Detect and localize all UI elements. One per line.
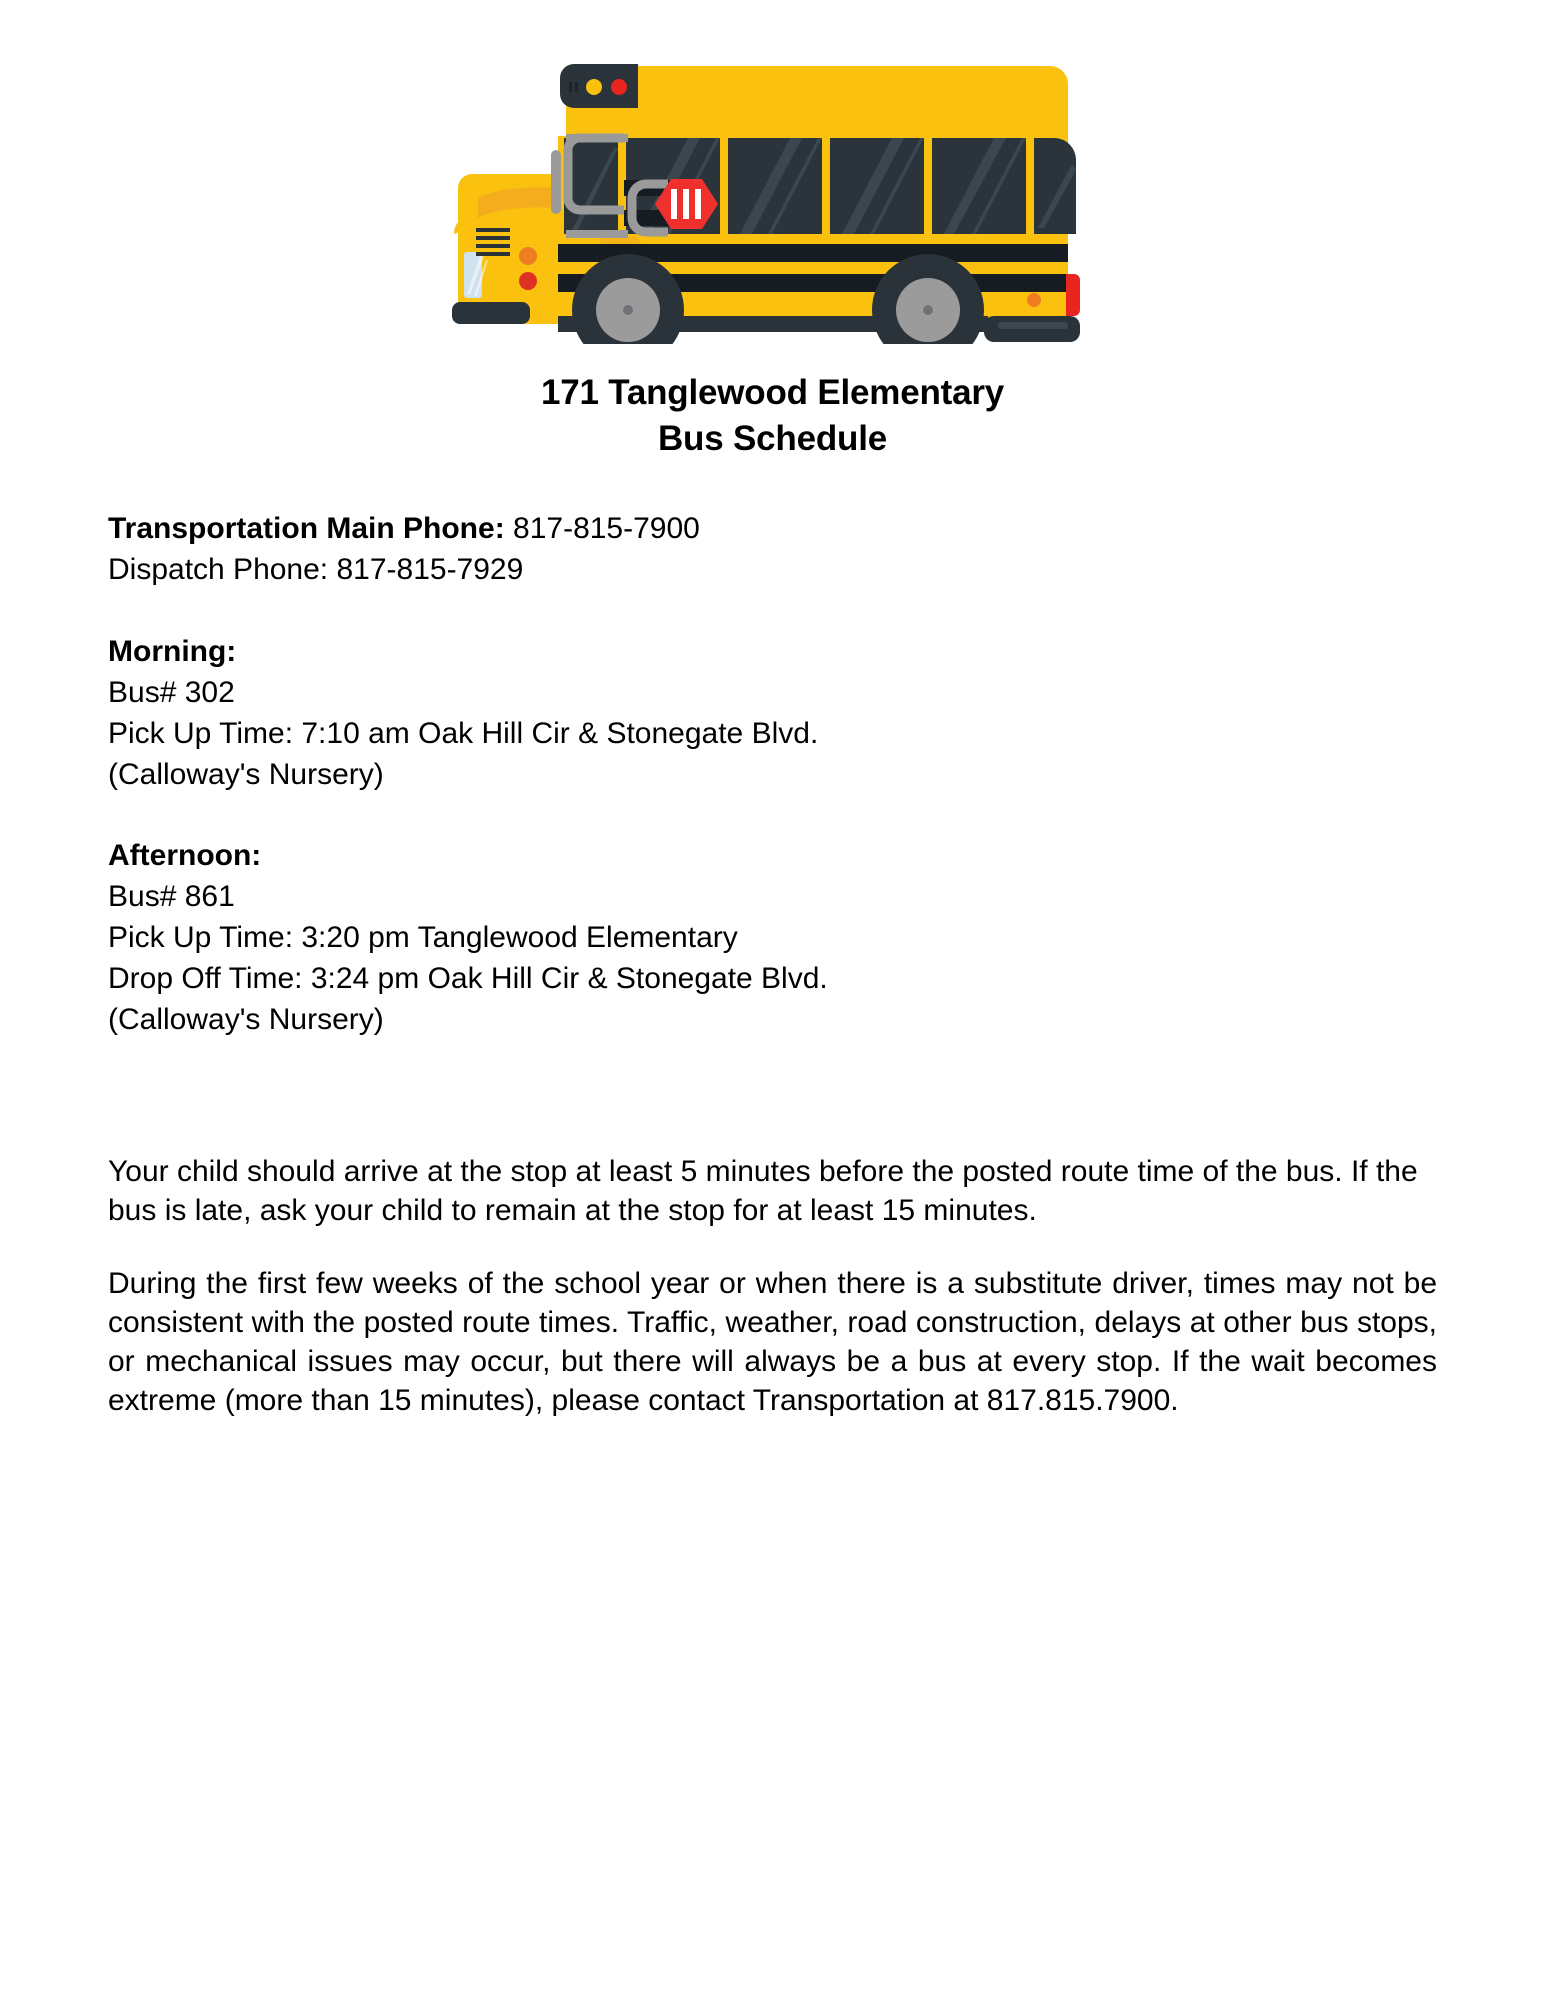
spacer — [108, 591, 1437, 631]
spacer — [108, 795, 1437, 835]
morning-landmark: (Calloway's Nursery) — [108, 757, 384, 791]
page-title-line-2: Bus Schedule — [657, 419, 888, 459]
document-content — [0, 348, 1545, 1420]
page-title — [108, 348, 1437, 462]
main-phone-value: 817-815-7900 — [504, 512, 700, 546]
afternoon-landmark: (Calloway's Nursery) — [108, 1003, 384, 1037]
page-title-line-1: 171 Tanglewood Elementary — [540, 373, 1005, 412]
front-red-light-icon — [519, 272, 537, 290]
main-phone-label: Transportation Main Phone: — [108, 512, 505, 546]
spacer — [108, 1040, 1437, 1152]
afternoon-bus-number: Bus# 861 — [108, 880, 235, 914]
spacer — [108, 462, 1437, 508]
rear-amber-light-icon — [1027, 293, 1041, 307]
dispatch-phone-line: Dispatch Phone: 817-815-7929 — [108, 553, 524, 587]
morning-pick-up: Pick Up Time: 7:10 am Oak Hill Cir & Stonegate Blvd. — [108, 716, 819, 750]
afternoon-drop-off: Drop Off Time: 3:24 pm Oak Hill Cir & Stonegate Blvd. — [108, 962, 828, 996]
bus-illustration-container — [0, 0, 1545, 348]
afternoon-pick-up: Pick Up Time: 3:20 pm Tanglewood Elementary — [108, 921, 738, 955]
afternoon-heading: Afternoon: — [108, 838, 262, 872]
note-paragraph-1: Your child should arrive at the stop at least 5 minutes before the posted route time of the bus. If the bus is late, ask your child to remain at the stop for at least 15 minutes. — [108, 1155, 1418, 1228]
tail-light-icon — [1066, 274, 1080, 316]
school-bus-icon — [438, 38, 1108, 348]
front-amber-light-icon — [519, 247, 537, 265]
morning-bus-number: Bus# 302 — [108, 675, 235, 709]
note-paragraph-2: During the first few weeks of the school year or when there is a substitute driver, times may not be consistent with the posted route times. Traffic, weather, road construction, delays at other bus stops, or mechanical issues may occur, but there will always be a bus at every stop. If the wait becomes extreme (more than 15 minutes), please contact Transportation at 817.815.7900. — [108, 1267, 1437, 1418]
morning-heading: Morning: — [108, 634, 237, 668]
main-phone-line — [108, 508, 1437, 549]
roof-signal-lights-icon — [560, 64, 638, 108]
